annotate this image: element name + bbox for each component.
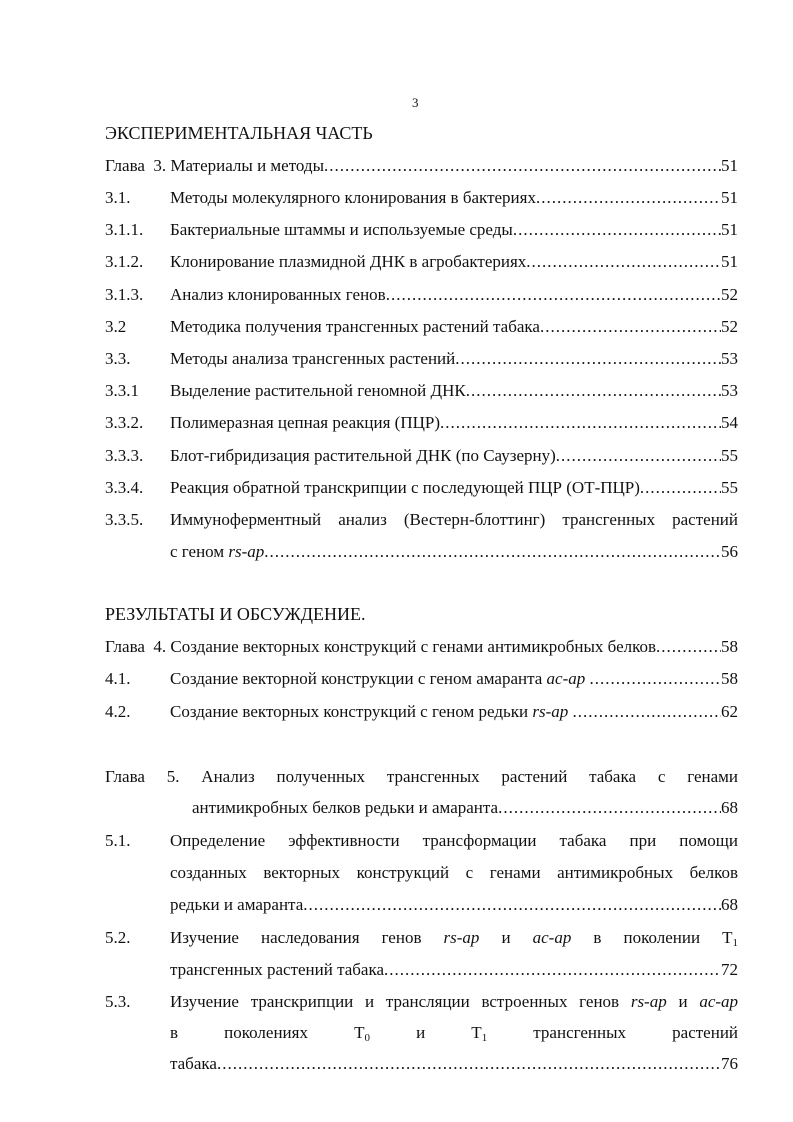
toc-page: 56 (721, 542, 738, 561)
toc-page: 51 (721, 156, 738, 175)
toc-page: 54 (721, 413, 738, 433)
toc-entry-3-3-5-cont[interactable] (105, 541, 738, 563)
toc-num: 3.3.1 (105, 381, 139, 401)
toc-num: 3.1.2. (105, 252, 144, 272)
dot-leader (264, 541, 721, 563)
toc-text: Клонирование плазмидной ДНК в агробактериях (170, 252, 527, 272)
dot-leader (540, 316, 721, 338)
gene-name: rs-ap (443, 928, 480, 947)
toc-text: трансгенных растений табака (170, 960, 385, 979)
toc-entry-5-3-cont2[interactable] (105, 1053, 738, 1075)
gene-name: ac-ap (546, 669, 586, 688)
gene-name: ac-ap (532, 928, 572, 947)
toc-num: 5.3. (105, 992, 131, 1011)
toc-page: 51 (721, 188, 738, 207)
toc-num: 3.3. (105, 349, 131, 368)
page-number: 3 (412, 95, 419, 110)
dot-leader (536, 187, 721, 209)
toc-text: Выделение растительной геномной ДНК (170, 381, 466, 401)
toc-text: Полимеразная цепная реакция (ПЦР) (170, 413, 441, 433)
toc-text: Методы молекулярного клонирования в бактериях (170, 188, 536, 207)
toc-entry-5-3-cont[interactable] (105, 1022, 738, 1044)
toc-text: Реакция обратной транскрипции с последующей ПЦР (ОТ-ПЦР) (170, 477, 640, 497)
toc-entry-5-1[interactable] (105, 830, 738, 852)
toc-entry[interactable] (105, 187, 738, 209)
toc-text: редьки и амаранта (170, 895, 304, 914)
dot-leader (513, 219, 721, 241)
toc-chapter-3[interactable] (105, 155, 738, 177)
toc-page: 55 (721, 445, 738, 465)
dot-leader (384, 959, 721, 981)
toc-entry-5-3[interactable] (105, 991, 738, 1013)
toc-num: 4.1. (105, 669, 131, 688)
toc-entry[interactable] (105, 445, 738, 467)
dot-leader (498, 797, 721, 819)
toc-entry-5-2[interactable] (105, 927, 738, 949)
dot-leader (455, 348, 721, 370)
toc-entry[interactable] (105, 284, 738, 306)
dot-leader (573, 701, 721, 723)
dot-leader (640, 477, 721, 499)
toc-num: 3.1.1. (105, 220, 144, 240)
toc-page: 76 (721, 1054, 738, 1073)
toc-text: Иммуноферментный анализ (Вестерн-блоттинг) трансгенных растений (170, 510, 738, 529)
toc-page: 53 (721, 349, 738, 368)
toc-text: Изучение наследования генов rs-ap и ac-ap в поколении $T_1$ (170, 928, 739, 949)
toc-entry[interactable] (105, 316, 738, 338)
toc-entry-3-3-5[interactable] (105, 509, 738, 531)
toc-entry-5-1-cont2[interactable] (105, 894, 738, 916)
toc-num: 3.3.3. (105, 445, 144, 465)
toc-text: созданных векторных конструкций с генами антимикробных белков (170, 863, 738, 882)
toc-text: Глава 5. Анализ полученных трансгенных растений табака с генами (105, 767, 738, 786)
toc-text: Глава 3. Материалы и методы (105, 156, 325, 175)
section-heading-results: РЕЗУЛЬТАТЫ И ОБСУЖДЕНИЕ. (105, 604, 366, 624)
generation-label: $T_0$ (354, 1023, 370, 1044)
toc-num: 3.2 (105, 316, 127, 336)
gene-name: ac-ap (699, 992, 739, 1011)
toc-num: 4.2. (105, 702, 131, 721)
toc-page: 52 (721, 316, 738, 336)
generation-label: $T_1$ (722, 928, 739, 949)
toc-entry-4-2[interactable] (105, 701, 738, 723)
toc-chapter-5[interactable] (105, 766, 738, 788)
toc-page: 58 (721, 637, 738, 656)
toc-num: 5.1. (105, 831, 131, 850)
toc-text: Методика получения трансгенных растений табака (170, 316, 540, 336)
toc-entry[interactable] (105, 380, 738, 402)
toc-page: 68 (721, 798, 738, 817)
toc-text: Изучение транскрипции и трансляции встроенных генов rs-ap и ac-ap (170, 992, 739, 1011)
toc-num: 3.1.3. (105, 284, 144, 304)
toc-entry[interactable] (105, 477, 738, 499)
toc-page: 51 (721, 252, 738, 272)
toc-num: 3.1. (105, 188, 131, 207)
toc-entry-4-1[interactable] (105, 668, 738, 690)
toc-text: в поколениях $T_0$ и $T_1$ трансгенных растений (170, 1023, 739, 1044)
dot-leader (386, 284, 721, 306)
toc-entry-5-2-cont[interactable] (105, 959, 738, 981)
toc-text: Блот-гибридизация растительной ДНК (по Саузерну) (170, 445, 556, 465)
dot-leader (303, 894, 721, 916)
gene-name: rs-ap (630, 992, 667, 1011)
toc-chapter-4[interactable] (105, 636, 738, 658)
gene-name: rs-ap (532, 702, 569, 721)
dot-leader (217, 1053, 721, 1075)
toc-page: 55 (721, 477, 738, 497)
toc-text: антимикробных белков редьки и амаранта (192, 798, 499, 817)
toc-entry[interactable] (105, 412, 738, 434)
toc-text: Методы анализа трансгенных растений (170, 349, 456, 368)
toc-chapter-5-cont[interactable] (192, 797, 738, 819)
toc-num: 3.3.2. (105, 413, 144, 433)
section-heading-experimental: ЭКСПЕРИМЕНТАЛЬНАЯ ЧАСТЬ (105, 123, 373, 143)
toc-entry-5-1-cont[interactable] (105, 862, 738, 884)
dot-leader (590, 668, 722, 690)
toc-page: 53 (721, 381, 738, 401)
toc-entry[interactable] (105, 348, 738, 370)
gene-name: rs-ap (228, 542, 265, 561)
toc-num: 3.3.5. (105, 510, 144, 529)
toc-text: Создание векторных конструкций с геном редьки rs-ap (170, 702, 569, 721)
dot-leader (656, 636, 721, 658)
toc-page: 51 (721, 220, 738, 240)
toc-text: Определение эффективности трансформации табака при помощи (170, 831, 738, 850)
toc-page: 68 (721, 895, 738, 914)
generation-label: $T_1$ (471, 1023, 488, 1044)
toc-text: табака (170, 1054, 217, 1073)
toc-text: Создание векторной конструкции с геном амаранта ac-ap (170, 669, 586, 688)
dot-leader (526, 251, 721, 273)
dot-leader (466, 380, 721, 402)
toc-page: 62 (721, 702, 738, 721)
toc-text: Анализ клонированных генов (170, 284, 386, 304)
dot-leader (440, 412, 721, 434)
toc-text: с геном rs-ap (170, 542, 265, 561)
toc-page: 58 (721, 669, 738, 688)
toc-text: Глава 4. Создание векторных конструкций с генами антимикробных белков (105, 637, 657, 656)
toc-text: Бактериальные штаммы и используемые среды (170, 220, 513, 240)
toc-num: 3.3.4. (105, 477, 144, 497)
toc-page: 52 (721, 284, 738, 304)
dot-leader (556, 445, 721, 467)
dot-leader (324, 155, 721, 177)
toc-num: 5.2. (105, 928, 131, 947)
toc-entry[interactable] (105, 251, 738, 273)
toc-entry[interactable] (105, 219, 738, 241)
toc-page: 72 (721, 960, 738, 979)
